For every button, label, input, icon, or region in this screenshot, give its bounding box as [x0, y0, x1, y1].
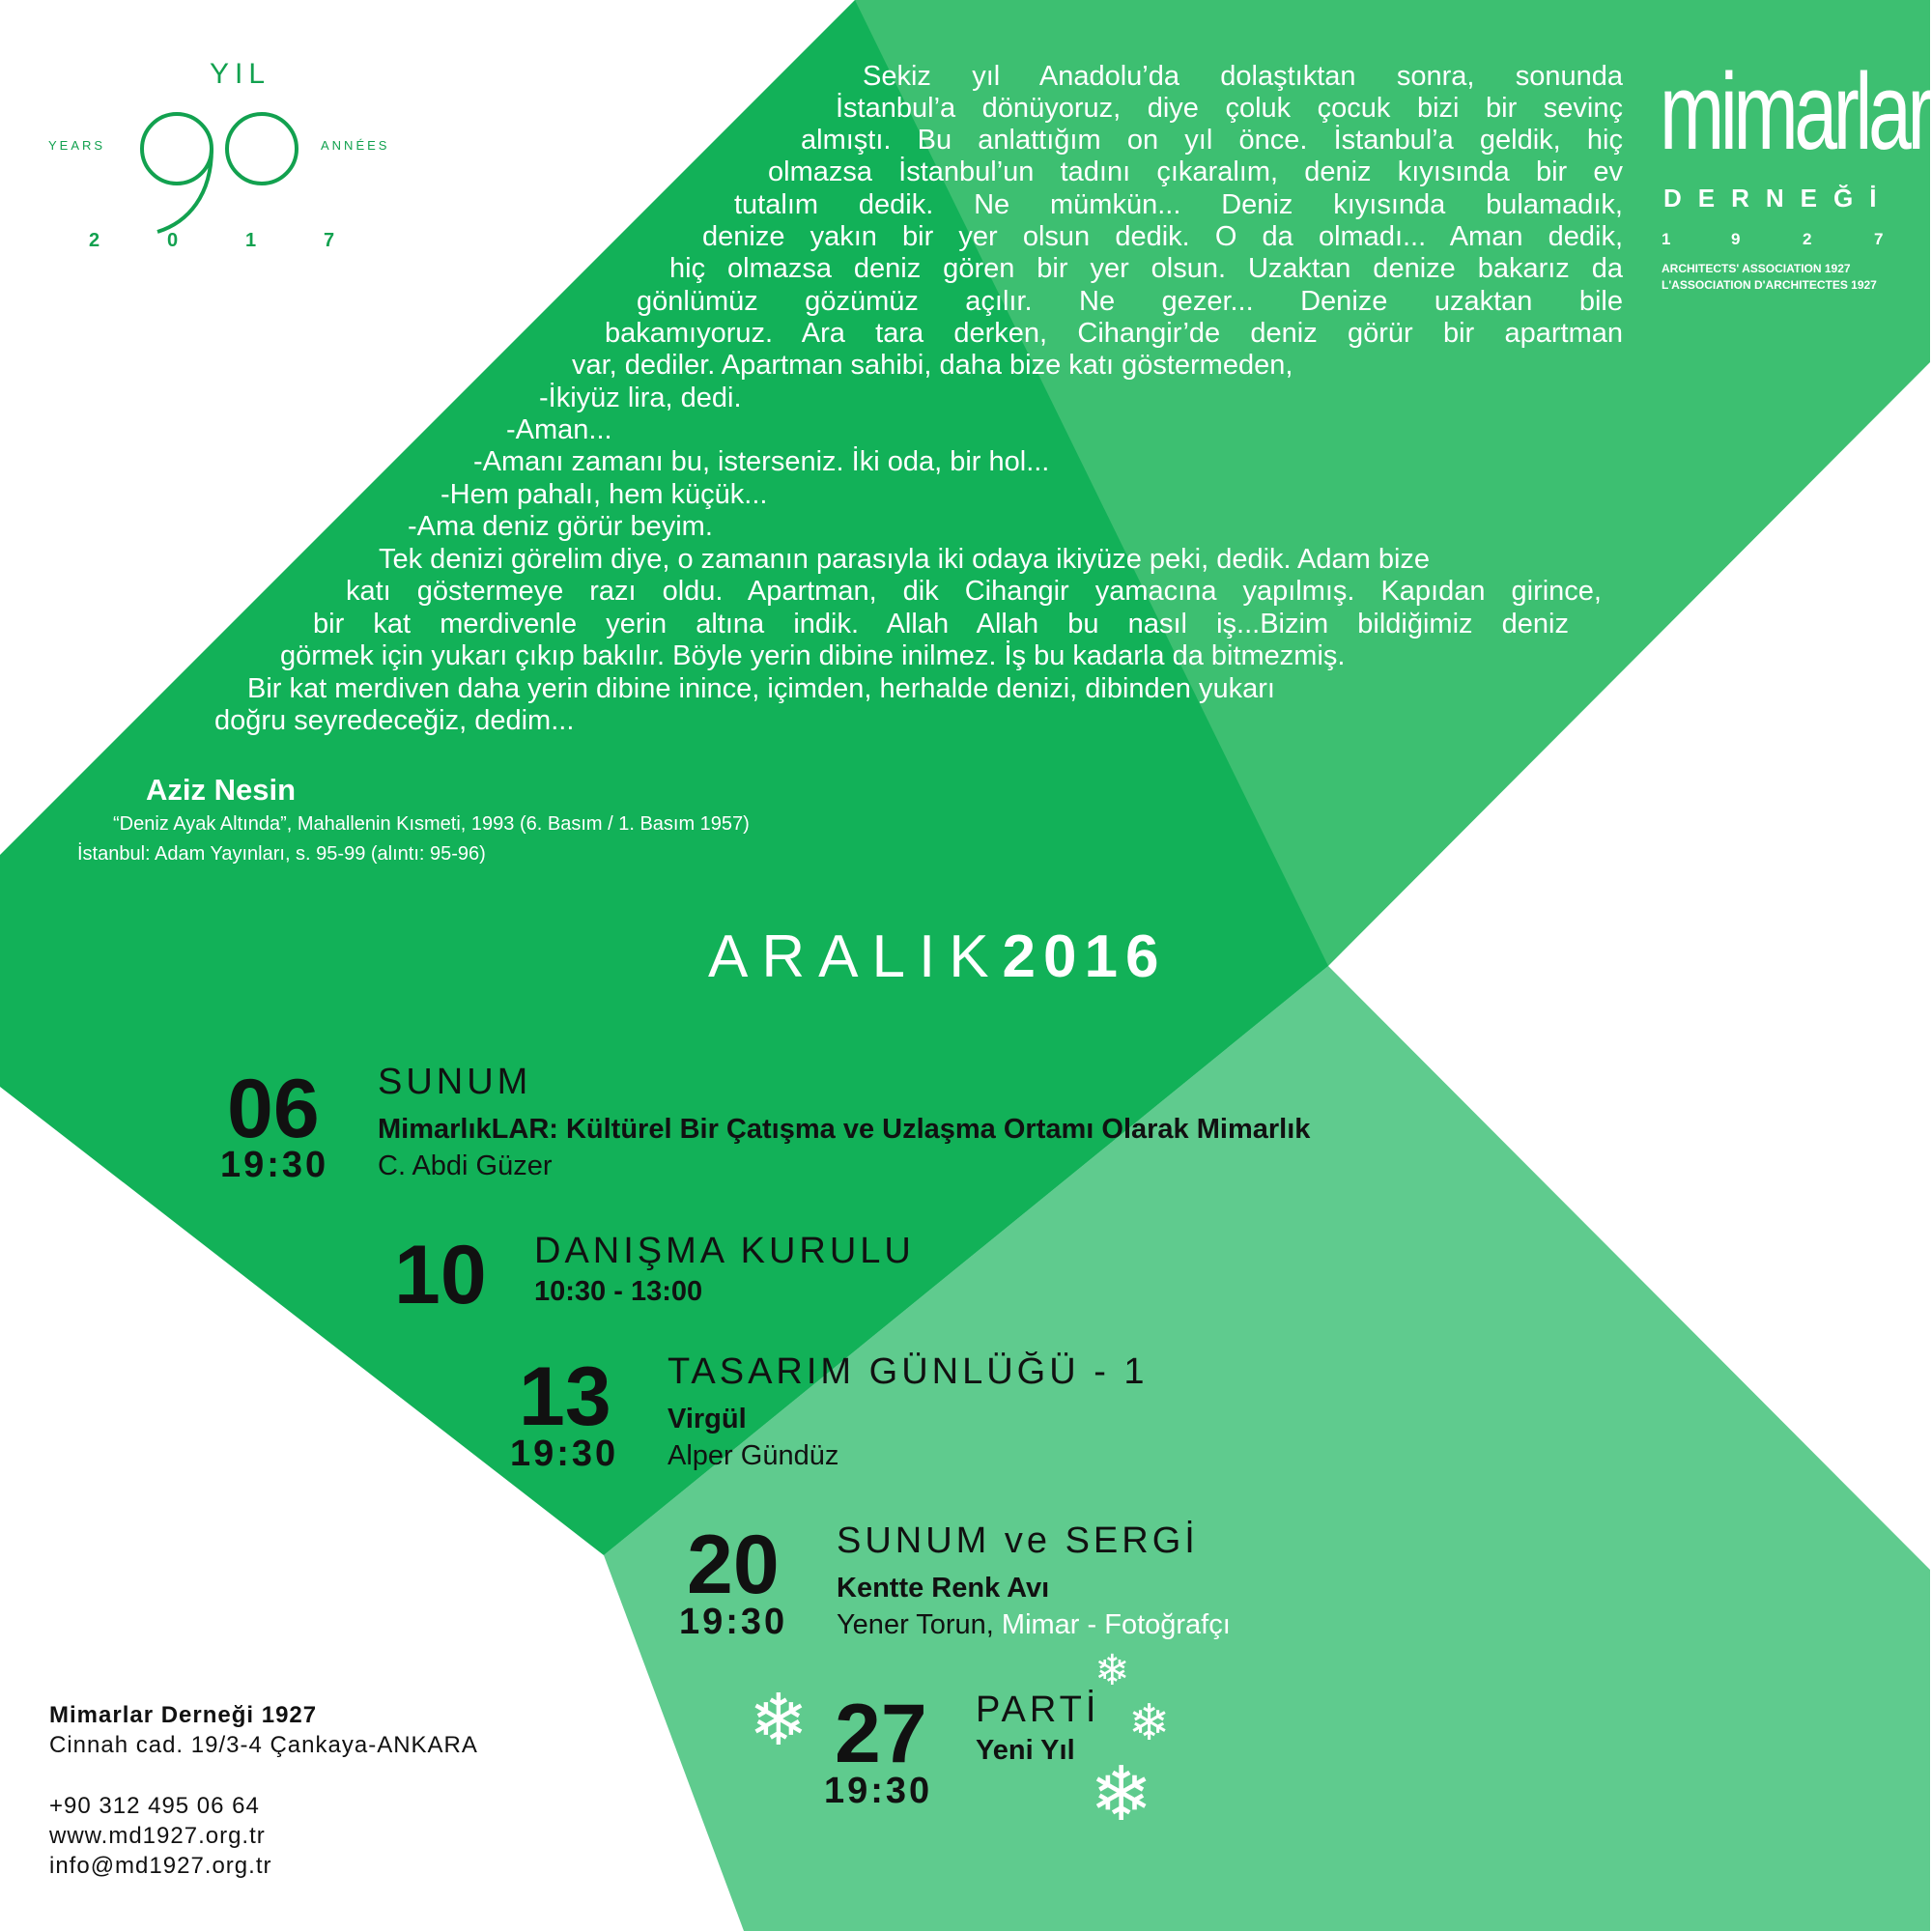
event-title: 10:30 - 13:00 — [534, 1276, 703, 1307]
citation-line: “Deniz Ayak Altında”, Mahallenin Kısmeti, 1993 (6. Basım / 1. Basım 1957) — [113, 813, 750, 835]
snowflake-icon: ❄ — [749, 1680, 810, 1760]
story-line: almıştı. Bu anlattığım on yıl önce. İstanbul’a geldik, hiç — [801, 125, 1623, 156]
logo-yil: YIL — [210, 58, 271, 90]
story-line: katı göstermeye razı oldu. Apartman, dik Cihangir yamacına yapılmış. Kapıdan girince, — [346, 576, 1602, 607]
event-time: 19:30 — [824, 1771, 933, 1811]
footer-website[interactable]: www.md1927.org.tr — [49, 1823, 266, 1849]
event-speaker: Alper Gündüz — [668, 1440, 839, 1471]
event-type: SUNUM ve SERGİ — [837, 1520, 1199, 1561]
event-speaker-name: Yener Torun, — [837, 1609, 994, 1640]
event-time: 19:30 — [220, 1145, 329, 1185]
logo-year-digit: 9 — [1731, 230, 1741, 248]
story-line: -Aman... — [506, 414, 612, 445]
logo-year-digit: 2 — [89, 230, 100, 251]
author-name: Aziz Nesin — [146, 773, 297, 807]
logo-year — [39, 230, 406, 253]
event-type: SUNUM — [378, 1062, 532, 1102]
snowflake-icon: ❄ — [1090, 1751, 1153, 1836]
event-day: 10 — [394, 1229, 487, 1321]
organization-logo — [1660, 51, 1930, 292]
month-heading — [708, 923, 1166, 991]
story-line: -Hem pahalı, hem küçük... — [440, 479, 768, 510]
event-time: 19:30 — [679, 1602, 788, 1642]
event-day: 06 — [227, 1063, 320, 1155]
event-type: DANIŞMA KURULU — [534, 1231, 915, 1271]
story-line: tutalım dedik. Ne mümkün... Deniz kıyısında bulamadık, — [734, 189, 1623, 220]
story-line: denize yakın bir yer olsun dedik. O da olmadı... Aman dedik, — [702, 221, 1623, 252]
logo-association — [1662, 261, 1877, 294]
event-type: TASARIM GÜNLÜĞÜ - 1 — [668, 1351, 1149, 1392]
story-line: doğru seyredeceğiz, dedim... — [214, 705, 575, 736]
event-title: Kentte Renk Avı — [837, 1573, 1050, 1604]
event-time: 19:30 — [510, 1434, 619, 1474]
logo-association-en: ARCHITECTS' ASSOCIATION 1927 — [1662, 262, 1851, 275]
event-type: PARTİ — [976, 1690, 1100, 1730]
month-year: 2016 — [1002, 923, 1167, 990]
logo-year-digit: 1 — [245, 230, 257, 251]
story-line: -İkiyüz lira, dedi. — [539, 383, 742, 413]
logo-year-digit: 2 — [1803, 230, 1812, 248]
story-line: olmazsa İstanbul’un tadını çıkaralım, deniz kıyısında bir ev — [768, 156, 1623, 187]
citation-line: İstanbul: Adam Yayınları, s. 95-99 (alıntı: 95-96) — [77, 843, 486, 865]
logo-association-fr: L'ASSOCIATION D'ARCHITECTES 1927 — [1662, 278, 1877, 292]
story-line: bakamıyoruz. Ara tara derken, Cihangir’de deniz görür bir apartman — [605, 318, 1623, 349]
snowflake-icon: ❄ — [1128, 1695, 1171, 1751]
logo-90-mark — [130, 99, 314, 234]
logo-dernegi: DERNEĞİ — [1663, 184, 1893, 213]
logo-year-digit: 0 — [167, 230, 179, 251]
event-day: 20 — [687, 1519, 780, 1611]
footer-email[interactable]: info@md1927.org.tr — [49, 1853, 272, 1879]
event-title: Virgül — [668, 1404, 747, 1434]
logo-annees: ANNÉES — [321, 138, 390, 153]
footer-phone: +90 312 495 06 64 — [49, 1793, 260, 1819]
story-line: -Amanı zamanı bu, isterseniz. İki oda, bir hol... — [473, 446, 1050, 477]
logo-year-digit: 7 — [1874, 230, 1884, 248]
anniversary-logo — [39, 39, 406, 270]
logo-years: YEARS — [48, 138, 106, 153]
snowflake-icon: ❄ — [1094, 1647, 1130, 1694]
event-speaker: C. Abdi Güzer — [378, 1150, 553, 1181]
event-title: Yeni Yıl — [976, 1735, 1075, 1766]
story-line: bir kat merdivenle yerin altına indik. Allah Allah bu nasıl iş...Bizim bildiğimiz deniz — [313, 609, 1569, 639]
month-name: ARALIK — [708, 923, 1003, 990]
logo-year-digit: 7 — [324, 230, 335, 251]
footer-address: Cinnah cad. 19/3-4 Çankaya-ANKARA — [49, 1732, 478, 1758]
story-line: Tek denizi görelim diye, o zamanın parasıyla iki odaya ikiyüze peki, dedik. Adam bize — [379, 544, 1431, 575]
event-title: MimarlıkLAR: Kültürel Bir Çatışma ve Uzlaşma Ortamı Olarak Mimarlık — [378, 1114, 1311, 1145]
event-day: 13 — [519, 1350, 611, 1443]
story-line: hiç olmazsa deniz gören bir yer olsun. Uzaktan denize bakarız da — [669, 253, 1623, 284]
logo-year-digit: 1 — [1662, 230, 1671, 248]
story-line: Sekiz yıl Anadolu’da dolaştıktan sonra, sonunda — [863, 61, 1623, 92]
logo-wordmark: mimarlar — [1660, 51, 1930, 172]
footer-organization: Mimarlar Derneği 1927 — [49, 1702, 318, 1728]
story-line: İstanbul’a dönüyoruz, diye çoluk çocuk bizi bir sevinç — [836, 93, 1623, 124]
event-speaker — [837, 1608, 1231, 1641]
story-line: -Ama deniz görür beyim. — [408, 511, 713, 542]
logo-founding-year — [1662, 230, 1886, 251]
event-day: 27 — [835, 1688, 927, 1780]
story-line: Bir kat merdiven daha yerin dibine inince, içimden, herhalde denizi, dibinden yukarı — [247, 673, 1275, 704]
story-line: gönlümüz gözümüz açılır. Ne gezer... Denize uzaktan bile — [637, 286, 1623, 317]
story-line: var, dediler. Apartman sahibi, daha bize katı göstermeden, — [572, 350, 1293, 381]
event-speaker-role: Mimar - Fotoğrafçı — [993, 1609, 1231, 1640]
story-line: görmek için yukarı çıkıp bakılır. Böyle yerin dibine inilmez. İş bu kadarla da bitmezmiş. — [280, 640, 1346, 671]
